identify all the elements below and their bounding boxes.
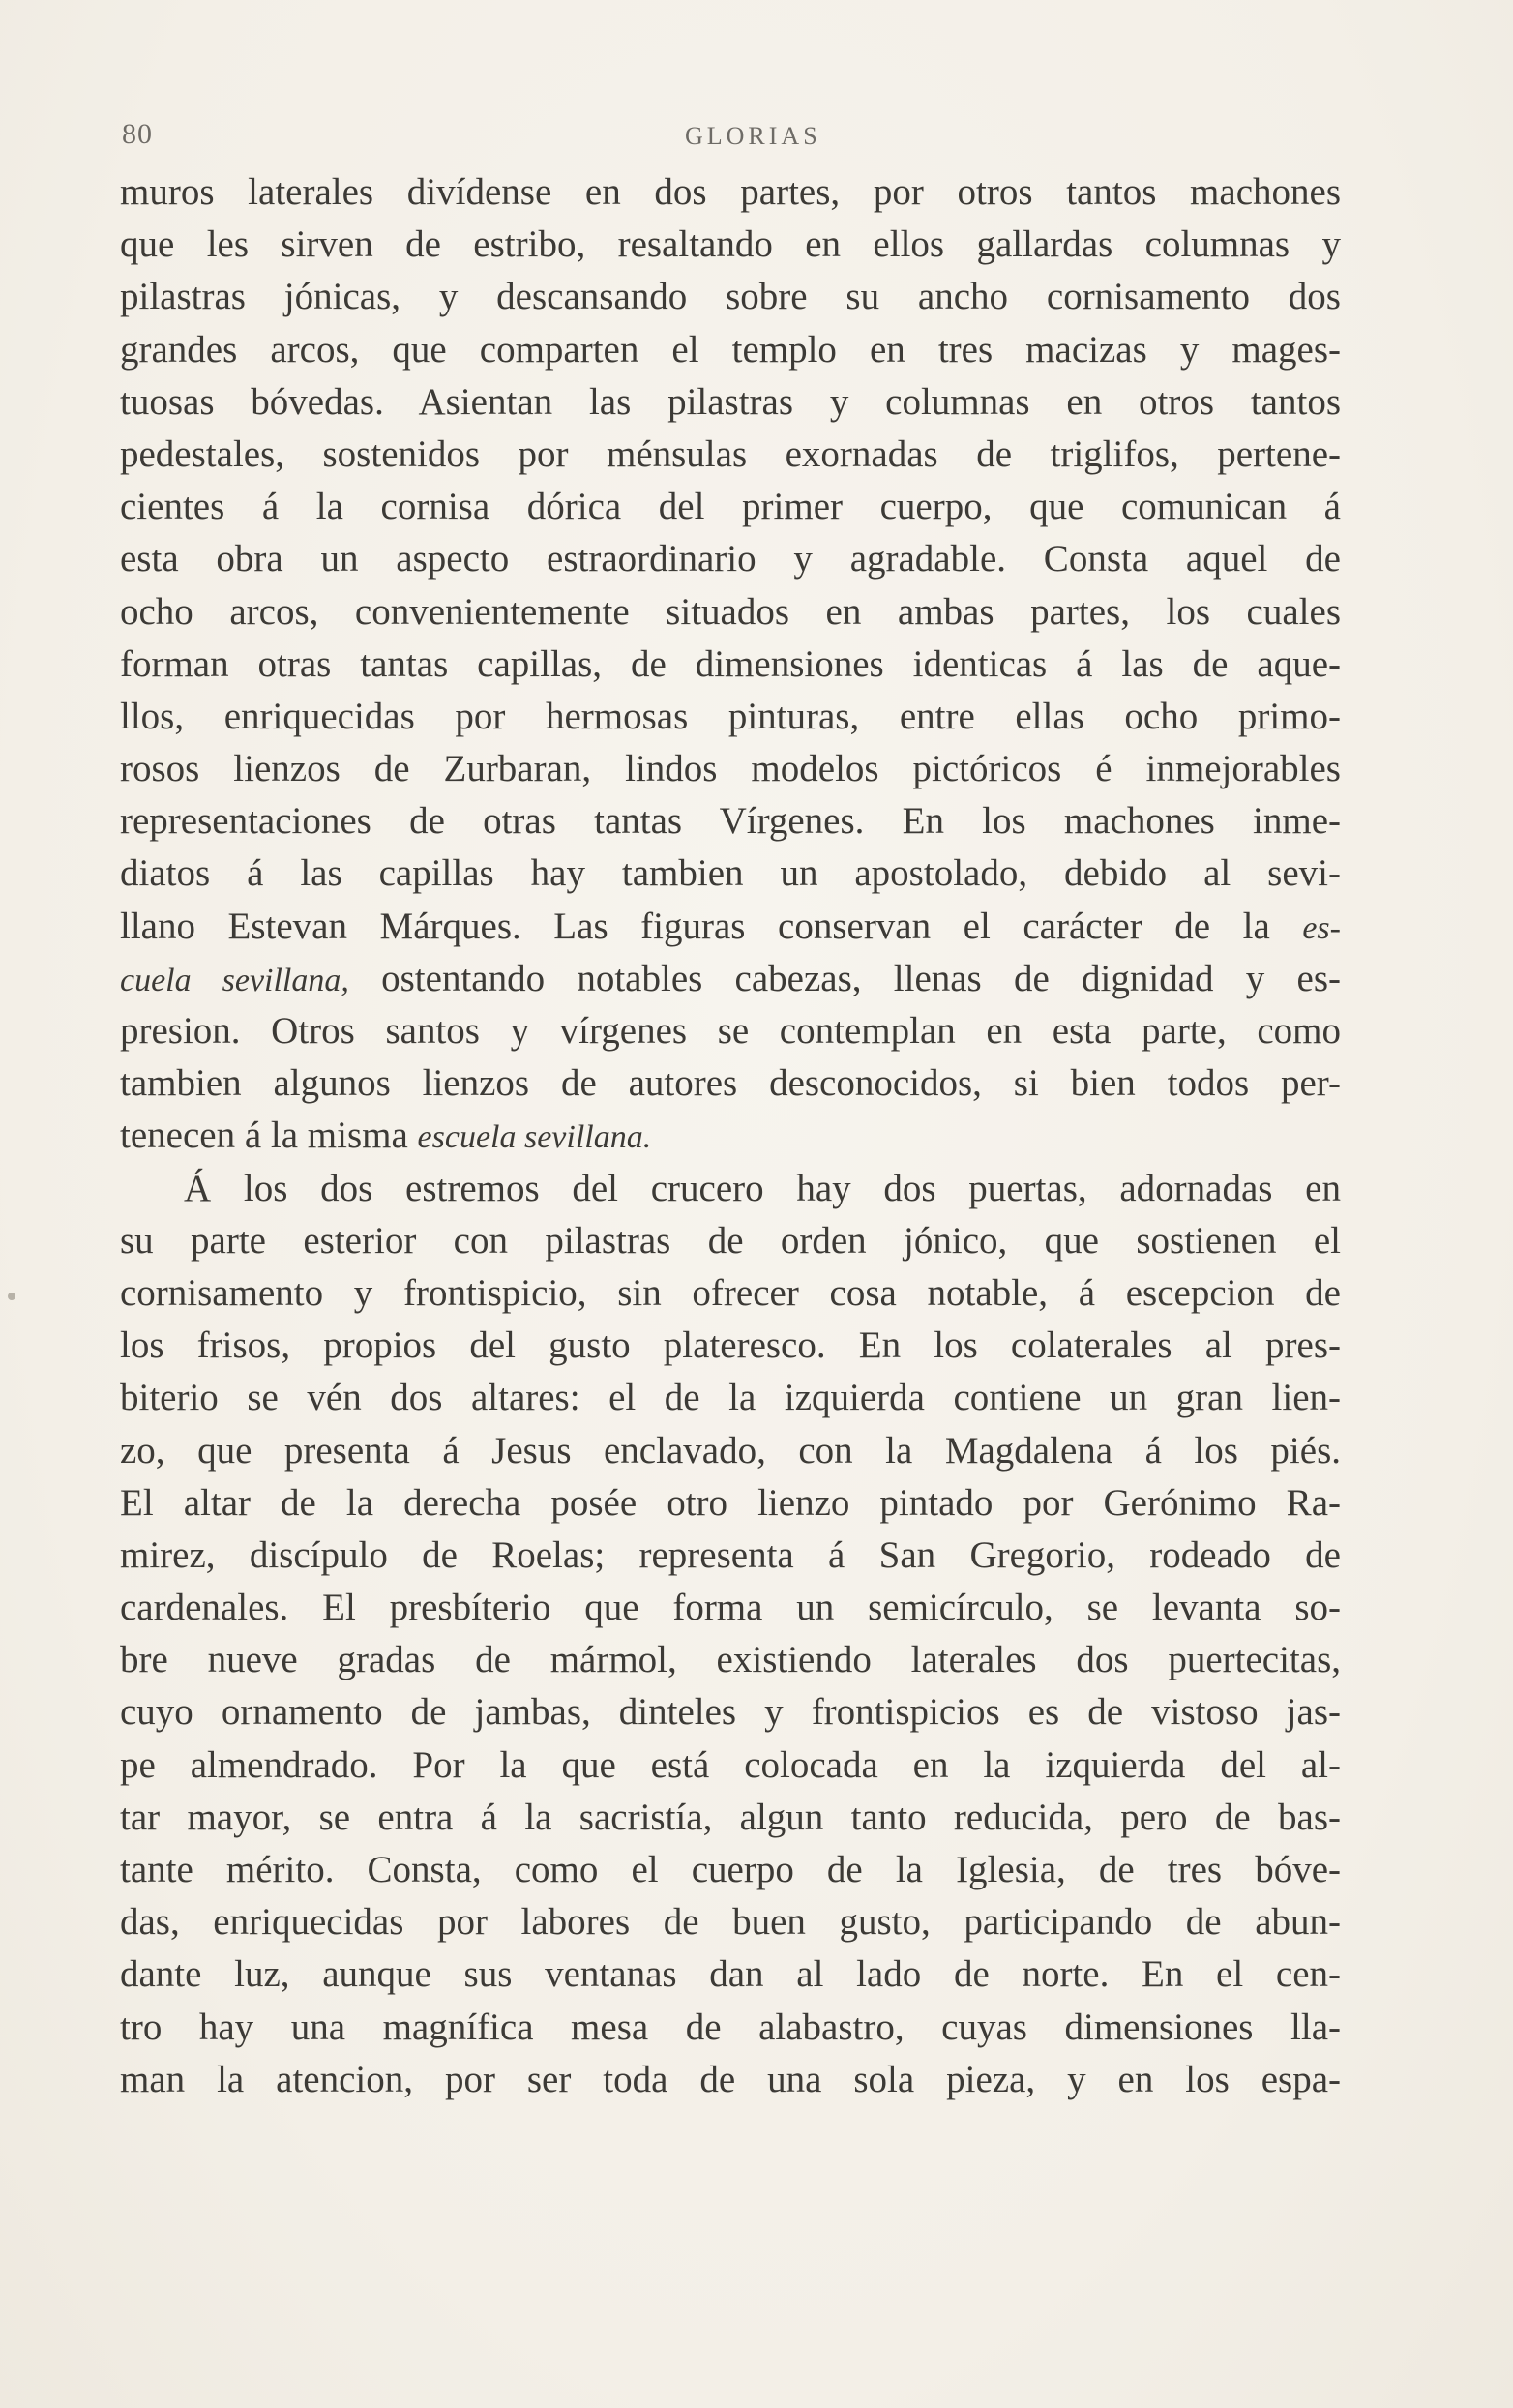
text-line-roman: tenecen á la misma	[120, 1115, 418, 1157]
text-line	[120, 953, 1341, 1005]
text-line: llos, enriquecidas por hermosas pinturas, entre ellas ocho primo-	[120, 695, 1341, 737]
text-line: mirez, discípulo de Roelas; representa á San Gregorio, rodeado de	[120, 1533, 1341, 1576]
text-line: rosos lienzos de Zurbaran, lindos modelos pictóricos é inmejorables	[120, 748, 1341, 790]
text-line: das, enriquecidas por labores de buen gusto, participando de abun-	[120, 1901, 1341, 1944]
text-line: tante mérito. Consta, como el cuerpo de la Iglesia, de tres bóve-	[120, 1849, 1341, 1890]
text-line: tambien algunos lienzos de autores desconocidos, si bien todos per-	[120, 1062, 1341, 1105]
text-line: zo, que presenta á Jesus enclavado, con la Magdalena á los piés.	[120, 1429, 1341, 1472]
paragraph-start: Á los dos estremos del crucero hay dos puertas, adornadas en	[184, 1167, 1341, 1209]
italic-term: escuela sevillana.	[417, 1119, 652, 1156]
text-line: pilastras jónicas, y descansando sobre su ancho cornisamento dos	[120, 276, 1341, 318]
text-line	[120, 1110, 1341, 1162]
text-line: El altar de la derecha posée otro lienzo pintado por Gerónimo Ra-	[120, 1481, 1341, 1524]
text-line-roman: llano Estevan Márques. Las figuras conservan el carácter de la	[120, 905, 1303, 947]
text-line: que les sirven de estribo, resaltando en ellos gallardas columnas y	[120, 223, 1341, 266]
italic-term: cuela sevillana,	[120, 962, 349, 998]
text-line: muros laterales divídense en dos partes, por otros tantos machones	[120, 171, 1341, 213]
italic-term: es-	[1302, 909, 1341, 946]
text-line: grandes arcos, que comparten el templo en tres macizas y mages-	[120, 328, 1341, 371]
text-line: esta obra un aspecto estraordinario y agradable. Consta aquel de	[120, 538, 1341, 580]
text-line: diatos á las capillas hay tambien un apostolado, debido al sevi-	[120, 852, 1341, 895]
text-line: dante luz, aunque sus ventanas dan al lado de norte. En el cen-	[120, 1953, 1341, 1996]
text-line: cardenales. El presbíterio que forma un semicírculo, se levanta so-	[120, 1587, 1341, 1629]
page-number: 80	[122, 118, 153, 150]
text-line: tro hay una magnífica mesa de alabastro, cuyas dimensiones lla-	[120, 2006, 1341, 2048]
text-line: los frisos, propios del gusto plateresco. En los colaterales al pres-	[120, 1324, 1341, 1367]
text-line: pedestales, sostenidos por ménsulas exornadas de triglifos, pertene-	[120, 432, 1341, 475]
text-line: biterio se vén dos altares: el de la izquierda contiene un gran lien-	[120, 1377, 1341, 1419]
text-line: tar mayor, se entra á la sacristía, algun tanto reducida, pero de bas-	[120, 1796, 1341, 1838]
text-line	[120, 901, 1341, 953]
margin-spot	[8, 1293, 15, 1300]
text-line: presion. Otros santos y vírgenes se contemplan en esta parte, como	[120, 1010, 1341, 1052]
running-title: GLORIAS	[685, 122, 821, 150]
text-line: cornisamento y frontispicio, sin ofrecer cosa notable, á escepcion de	[120, 1271, 1341, 1314]
text-line: representaciones de otras tantas Vírgenes. En los machones inme-	[120, 800, 1341, 843]
text-line: man la atencion, por ser toda de una sola pieza, y en los espa-	[120, 2058, 1341, 2100]
text-line: forman otras tantas capillas, de dimensiones identicas á las de aque-	[120, 642, 1341, 685]
text-line: tuosas bóvedas. Asientan las pilastras y columnas en otros tantos	[120, 380, 1341, 423]
body-text	[120, 166, 1341, 2106]
text-line: su parte esterior con pilastras de orden jónico, que sostienen el	[120, 1219, 1341, 1262]
text-line-roman: ostentando notables cabezas, llenas de dignidad y es-	[348, 957, 1341, 999]
text-line: bre nueve gradas de mármol, existiendo laterales dos puertecitas,	[120, 1639, 1341, 1681]
text-line: ocho arcos, convenientemente situados en ambas partes, los cuales	[120, 590, 1341, 633]
text-line: pe almendrado. Por la que está colocada en la izquierda del al-	[120, 1743, 1341, 1786]
text-line: cuyo ornamento de jambas, dinteles y frontispicios es de vistoso jas-	[120, 1691, 1341, 1734]
text-line: cientes á la cornisa dórica del primer cuerpo, que comunican á	[120, 486, 1341, 528]
